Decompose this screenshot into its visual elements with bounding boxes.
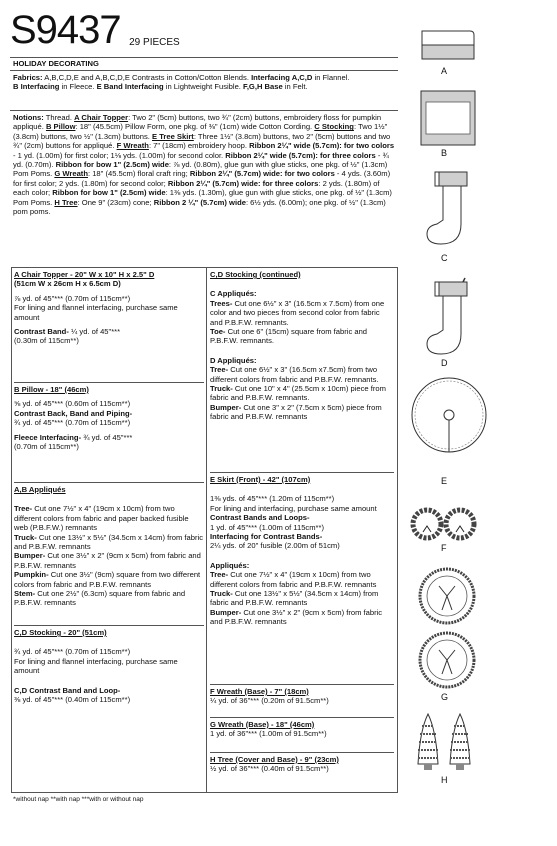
- notions-text: : Three 1½" (3.8cm) buttons, two 2" (5cm) buttons and two ¾" (2cm) buttons for appliqué.: [13, 131, 391, 151]
- notions-text: : One 9" (23cm) cone;: [77, 197, 154, 207]
- view-label-e: E: [441, 476, 448, 486]
- contrast-band-label: Contrast Band-: [14, 327, 69, 337]
- section-title: B Pillow - 18" (46cm): [14, 385, 89, 394]
- notions-ribbon: Ribbon 2¼" wide (5.7cm): for two colors: [249, 141, 395, 151]
- bumper-label: Bumper-: [210, 402, 242, 412]
- notions-text: Thread.: [43, 113, 75, 122]
- appliques-label: C Appliqués:: [210, 289, 257, 299]
- section-title: E Skirt (Front) - 42" (107cm): [210, 475, 311, 484]
- notions-text: : 7" (18cm) embroidery hoop.: [148, 141, 250, 151]
- cut-line: Cut one 6" (15cm) square from fabric and P.B.F.W. remnants.: [210, 327, 368, 346]
- section-title: A,B Appliqués: [14, 485, 66, 494]
- view-label-a: A: [441, 66, 448, 76]
- notions-h-label: H Tree: [54, 197, 78, 207]
- yardage-left-column: [12, 268, 207, 792]
- notions-text: - 1 yd. (1.00m) for first color; 1⅛ yds. (1.00m) for second color.: [13, 150, 226, 160]
- contrast-back-label: Contrast Back, Band and Piping-: [14, 408, 133, 418]
- section-f-wreath: [210, 684, 394, 706]
- fabrics-e-band: E Band Interfacing: [96, 82, 164, 92]
- yardage-line: ⅜ yd. of 45"*** (0.40m of 115cm**): [14, 695, 131, 705]
- pieces-count: 29 PIECES: [129, 37, 180, 48]
- fabrics-label: Fabrics:: [13, 73, 43, 82]
- notions-text: : 2 yds. (1.80m) of each color;: [13, 178, 380, 198]
- section-h-tree: [210, 752, 394, 774]
- yardage-line: ¾ yd. of 45"*** (0.70m of 115cm**): [14, 418, 131, 428]
- notions-text: - ¾ yd. (0.70m).: [13, 150, 389, 170]
- fabrics-text: in Lightweight Fusible.: [163, 82, 244, 92]
- pattern-number: S9437: [10, 8, 121, 52]
- section-title: A Chair Topper - 20" W x 10" H x 2.5" D: [14, 270, 155, 279]
- yardage-line: ⅝ yd. of 45"*** (0.60m of 115cm**): [14, 399, 131, 409]
- notions-text: : 18" (45.5cm) floral craft ring;: [87, 169, 190, 179]
- trees-label: Trees-: [210, 298, 233, 308]
- cut-line: Cut one 3" x 2" (7.5cm x 5cm) piece from fabric and P.B.F.W. remnants: [210, 402, 382, 422]
- yardage-line: ½ yd. of 36"*** (0.40m of 91.5cm**): [210, 764, 329, 774]
- cut-line: Cut one 6½" x 3" (16.5cm x7.5cm) from two different colors from fabric and P.B.F.W. remnants.: [210, 365, 379, 384]
- notions-section: [13, 113, 398, 216]
- yardage-line: 1 yd. of 45"*** (1.00m of 115cm**): [210, 522, 324, 532]
- notions-text: - 4 yds. (3.60m) for first color; 2 yds. (1.80m) for second color;: [13, 169, 391, 188]
- notions-g-label: G Wreath: [54, 169, 88, 179]
- notions-ribbon: Ribbon 2¼" (5.7cm) wide: for three colors: [167, 178, 319, 188]
- section-cd-continued: [210, 270, 394, 422]
- chair-topper-illustration: [418, 25, 478, 65]
- view-label-f: F: [441, 543, 447, 553]
- cut-line: Cut one 13½" x 5½" (34.5cm x 14cm) from fabric and P.B.F.W. remnants: [210, 589, 379, 608]
- yardage-line: 1 yd. of 36"*** (1.00m of 91.5cm**): [210, 729, 327, 739]
- pillow-illustration: [420, 90, 476, 146]
- bumper-label: Bumper-: [14, 551, 46, 561]
- section-g-wreath: [210, 717, 394, 739]
- stocking-c-illustration: [425, 168, 475, 250]
- section-b-pillow: [14, 382, 204, 451]
- notions-text: : Two 1½" (3.8cm) buttons, two ½" (1.3cm) buttons.: [13, 122, 388, 141]
- notions-text: : 18" (45.5cm) Pillow Form, one pkg. of ⅜" (1cm) wide Cotton Cording.: [75, 122, 315, 132]
- fabrics-section: [13, 73, 398, 92]
- yardage-line: For lining and interfacing, purchase same amount: [210, 503, 377, 513]
- yardage-line: ¾ yd. of 45"***: [81, 432, 133, 442]
- fabrics-text: in Flannel.: [312, 73, 350, 82]
- tree-skirt-illustration: [410, 376, 488, 454]
- notions-text: : Two 2" (5cm) buttons, two ¾" (2cm) buttons, embroidery floss for pumpkin appliqué.: [13, 113, 382, 132]
- section-ab-appliques: [14, 482, 204, 608]
- fabrics-text: in Felt.: [282, 82, 308, 92]
- notions-ribbon: Ribbon 2¼" wide (5.7cm): for three colors: [225, 150, 376, 160]
- contrast-band-label: C,D Contrast Band and Loop-: [14, 685, 121, 695]
- view-label-b: B: [441, 148, 448, 158]
- yardage-line: 2¼ yds. of 20" fusible (2.00m of 51cm): [210, 541, 340, 551]
- notions-ribbon: Ribbon 2¼" (5.7cm) wide: for two colors: [189, 169, 335, 179]
- yardage-line: ¾ yd. of 45"*** (0.70m of 115cm**): [14, 647, 131, 657]
- fleece-label: Fleece Interfacing-: [14, 432, 82, 442]
- view-label-h: H: [441, 775, 448, 785]
- large-wreaths-illustration: [418, 566, 476, 690]
- cut-line: Cut one 2½" (6.3cm) square from fabric and P.B.F.W. remnants: [14, 589, 186, 608]
- fabrics-interfacing-label: Interfacing A,C,D: [251, 73, 313, 82]
- notions-ribbon: Ribbon for bow 1" (2.5cm) wide: [52, 188, 166, 198]
- tree-label: Tree-: [14, 504, 33, 514]
- yardage-right-column: [208, 268, 396, 792]
- view-label-g: G: [441, 692, 449, 702]
- toe-label: Toe-: [210, 327, 226, 337]
- fabrics-fgh: F,G,H Base: [243, 82, 283, 92]
- yardage-table: [11, 267, 398, 793]
- section-title: H Tree (Cover and Base) - 9" (23cm): [210, 755, 339, 764]
- yardage-line: (0.70m of 115cm**): [14, 442, 79, 452]
- fabrics-b-interfacing: B Interfacing: [13, 82, 60, 92]
- section-title-metric: (51cm W x 26cm H x 6.5cm D): [14, 279, 121, 289]
- notions-b-label: B Pillow: [45, 122, 76, 132]
- notions-e-label: E Tree Skirt: [152, 131, 194, 141]
- section-cd-stocking: [14, 625, 204, 704]
- yardage-line: ⅞ yd. of 45"*** (0.70m of 115cm**): [14, 293, 131, 303]
- cut-line: Cut one 3½" (9cm) square from two different colors from fabric and P.B.F.W. remnants: [14, 570, 201, 589]
- section-a-chair-topper: [14, 270, 204, 346]
- pumpkin-label: Pumpkin-: [14, 570, 49, 580]
- yardage-line: ¼ yd. of 45"***: [68, 327, 121, 337]
- stem-label: Stem-: [14, 589, 36, 599]
- truck-label: Truck-: [14, 532, 37, 542]
- notions-label: Notions:: [13, 113, 44, 122]
- appliques-label: Appliqués:: [210, 560, 250, 570]
- yardage-line: For lining and flannel interfacing, purchase same amount: [14, 656, 178, 676]
- pattern-header: [10, 10, 400, 50]
- appliques-label: D Appliqués:: [210, 355, 257, 365]
- notions-ribbon: Ribbon for bow 1" (2.5cm) wide: [55, 160, 169, 170]
- notions-text: : 1⅜ yds. (1.30m), glue gun with glue sticks, one pkg. of ½" (1.3cm) Pom Poms.: [13, 188, 392, 207]
- small-wreaths-illustration: [410, 506, 478, 542]
- section-title: C,D Stocking (continued): [210, 270, 301, 279]
- notions-a-label: A Chair Topper: [74, 113, 129, 122]
- notions-text: : 6½ yds. (6.00m); one pkg. of ½" (1.3cm) pom poms.: [13, 197, 386, 217]
- notions-ribbon: Ribbon 2 ¼" (5.7cm) wide: [153, 197, 246, 207]
- yardage-line: 1⅜ yds. of 45"*** (1.20m of 115cm**): [210, 494, 335, 504]
- section-title: C,D Stocking - 20" (51cm): [14, 628, 107, 637]
- interfacing-label: Interfacing for Contrast Bands-: [210, 532, 323, 542]
- yardage-line: (0.30m of 115cm**): [14, 336, 79, 346]
- view-label-c: C: [441, 253, 448, 263]
- footnote: *without nap **with nap ***with or without nap: [13, 796, 144, 803]
- yardage-line: ¼ yd. of 36"*** (0.20m of 91.5cm**): [210, 696, 329, 706]
- notions-f-label: F Wreath: [116, 141, 149, 151]
- stocking-d-illustration: [425, 278, 475, 358]
- cut-line: Cut one 6½" x 3" (16.5cm x 7.5cm) from one color and two pieces from second color from fabric and P.B.F.W. remnants.: [210, 298, 385, 327]
- section-title: F Wreath (Base) - 7" (18cm): [210, 687, 309, 696]
- truck-label: Truck-: [210, 589, 233, 599]
- section-title: G Wreath (Base) - 18" (46cm): [210, 720, 315, 729]
- notions-c-label: C Stocking: [314, 122, 354, 132]
- yardage-line: For lining and flannel interfacing, purchase same amount: [14, 303, 178, 322]
- notions-text: : ⅞ yd. (0.80m), glue gun with glue sticks, one pkg. of ½" (1.3cm) Pom Poms.: [13, 160, 388, 179]
- view-label-d: D: [441, 358, 448, 368]
- cut-line: Cut one 13½" x 5½" (34.5cm x 14cm) from fabric and P.B.F.W. remnants: [14, 532, 203, 552]
- bumper-label: Bumper-: [210, 607, 242, 617]
- category-title: HOLIDAY DECORATING: [13, 59, 99, 68]
- section-e-skirt: [210, 472, 394, 627]
- tree-label: Tree-: [210, 570, 229, 580]
- cut-line: Cut one 7½" x 4" (19cm x 10cm) from two different colors from fabric and P.B.F.W. remnants: [210, 570, 377, 589]
- cut-line: Cut one 3½" x 2" (9cm x 5cm) from fabric and P.B.F.W. remnants: [210, 607, 383, 627]
- contrast-bands-label: Contrast Bands and Loops-: [210, 513, 310, 523]
- cone-trees-illustration: [412, 712, 478, 774]
- cut-line: Cut one 3½" x 2" (9cm x 5cm) from fabric and P.B.F.W. remnants: [14, 551, 201, 570]
- cut-line: Cut one 10" x 4" (25.5cm x 10cm) piece from fabric and P.B.F.W. remnants.: [210, 384, 386, 403]
- cut-line: Cut one 7½" x 4" (19cm x 10cm) from two different colors from fabric and paper backed fusible web (P.B.F.W.) remnants: [14, 504, 189, 533]
- fabrics-text: in Fleece.: [59, 82, 97, 92]
- fabrics-text: A,B,C,D,E and A,B,C,D,E Contrasts in Cotton/Cotton Blends.: [42, 73, 252, 82]
- truck-label: Truck-: [210, 384, 233, 394]
- tree-label: Tree-: [210, 365, 229, 375]
